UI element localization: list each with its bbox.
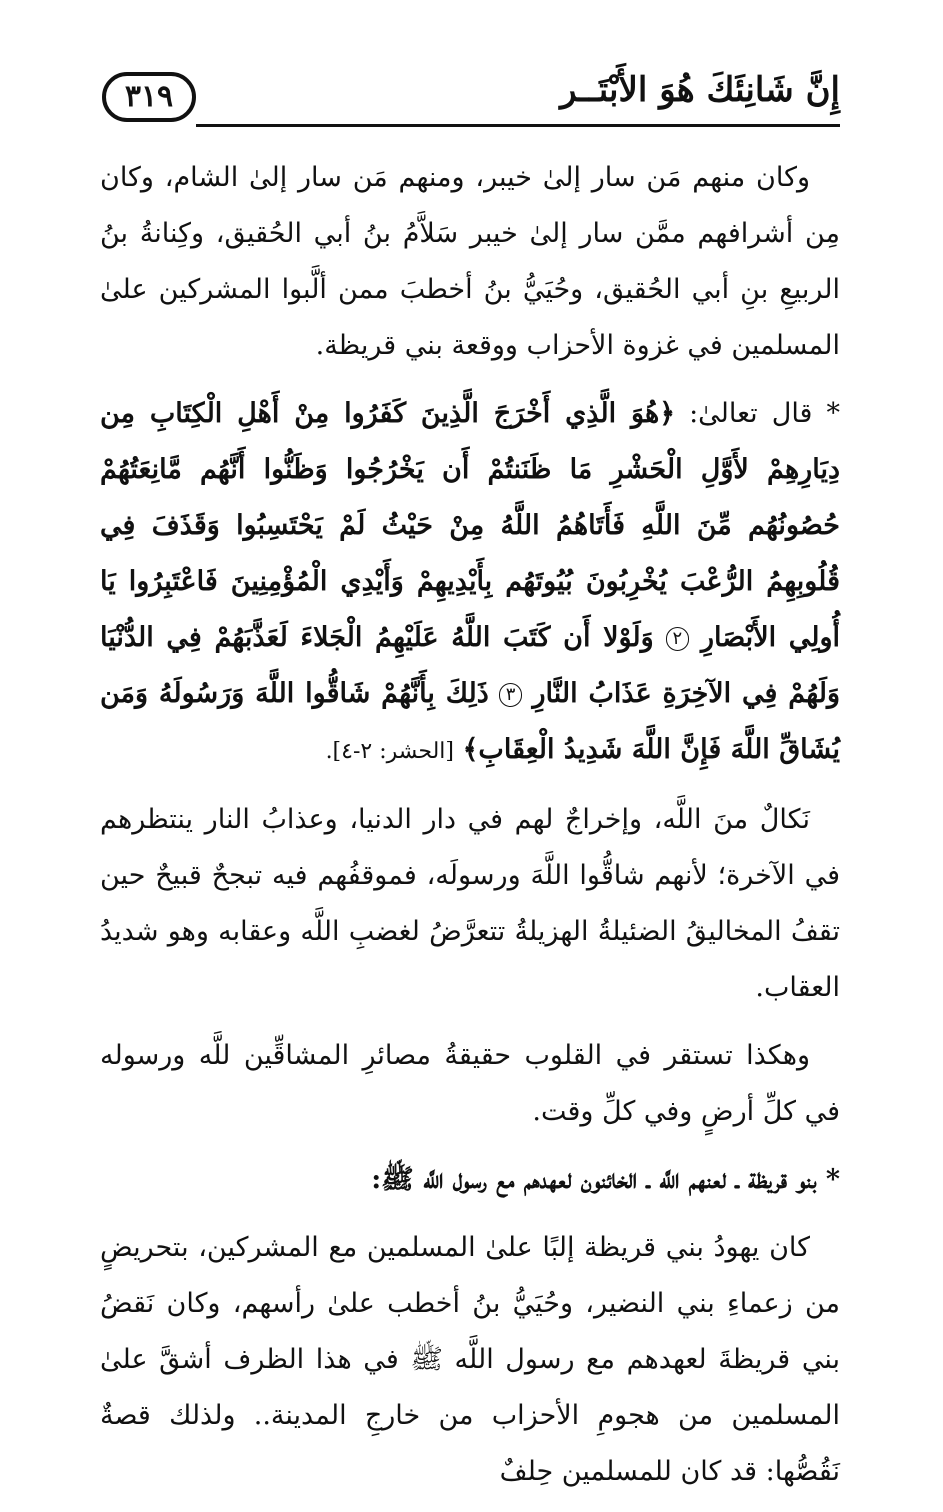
verse-number-3: ٣ [499,683,523,707]
page-header [100,60,840,140]
quote-intro: * قال تعالىٰ: [675,398,841,429]
paragraph-3: نَكالٌ منَ اللَّه، وإخراجٌ لهم في دار الدنيا، وعذابُ النار ينتظرهم في الآخرة؛ لأنهم شاقُّوا اللَّهَ ورسولَه، فموقفُهم فيه تبجحٌ قبيحٌ حين تقفُ المخاليقُ الضئيلةُ الهزيلةُ تتعرَّضُ لغضبِ اللَّه وعقابه وهو شديدُ العقاب. [100,804,840,1003]
paragraph-quran-quote [100,386,840,780]
quran-text-2: وَلَوْلا أَن كَتَبَ اللَّهُ عَلَيْهِمُ الْجَلاءَ لَعَذَّبَهُمْ فِي الدُّنْيَا وَلَهُمْ فِي الآخِرَةِ عَذَابُ النَّارِ [100,622,840,709]
page-number: ٣١٩ [102,72,196,122]
paragraph-4: وهكذا تستقر في القلوب حقيقةُ مصائرِ المشاقِّين للَّه ورسوله في كلِّ أرضٍ وفي كلِّ وقت. [100,1040,840,1127]
verse-number-2: ٢ [666,627,690,651]
quran-text-1: ﴿هُوَ الَّذِي أَخْرَجَ الَّذِينَ كَفَرُوا مِنْ أَهْلِ الْكِتَابِ مِن دِيَارِهِمْ لأَوَّلِ الْحَشْرِ مَا ظَنَنتُمْ أَن يَخْرُجُوا وَظَنُّوا أَنَّهُم مَّانِعَتُهُمْ حُصُونُهُم مِّنَ اللَّهِ فَأَتَاهُمُ اللَّهُ مِنْ حَيْثُ لَمْ يَحْتَسِبُوا وَقَذَفَ فِي قُلُوبِهِمُ الرُّعْبَ يُخْرِبُونَ بُيُوتَهُم بِأَيْدِيهِمْ وَأَيْدِي الْمُؤْمِنِينَ فَاعْتَبِرُوا يَا أُولِي الأَبْصَارِ [100,398,840,653]
quran-text-3: ذَلِكَ بِأَنَّهُمْ شَاقُّوا اللَّهَ وَرَسُولَهُ وَمَن يُشَاقِّ اللَّهَ فَإِنَّ اللَّهَ شَدِيدُ الْعِقَابِ﴾ [100,678,840,765]
running-title: إِنَّ شَانِئَكَ هُوَ الأَبْتَــر [560,70,840,110]
quran-citation: [الحشر: ٢-٤]. [325,739,455,764]
section-heading: * بنو قريظة ـ لعنهم اللَّه ـ الخائنون لعهدهم مع رسول اللَّه ﷺ: [371,1164,840,1195]
paragraph-1: وكان منهم مَن سار إلىٰ خيبر، ومنهم مَن سار إلىٰ الشام، وكان مِن أشرافهم ممَّن سار إلىٰ خيبر سَلاَّمُ بنُ أبي الحُقيق، وكِنانةُ بنُ الربيعِ بنِ أبي الحُقيق، وحُيَيُّ بنُ أخطبَ ممن ألَّبوا المشركين علىٰ المسلمين في غزوة الأحزاب ووقعة بني قريظة. [100,162,840,361]
header-rule [196,124,840,127]
paragraph-5: كان يهودُ بني قريظة إلبًا علىٰ المسلمين مع المشركين، بتحريضٍ من زعماءِ بني النضير، وحُيَيُّ بنُ أخطب علىٰ رأسهم، وكان نَقضُ بني قريظةَ لعهدهم مع رسول اللَّه ﷺ في هذا الظرف أشقَّ علىٰ المسلمين من هجومِ الأحزاب من خارجِ المدينة.. ولذلك قصةٌ نَقُصُّها: قد كان للمسلمين حِلفٌ [100,1232,840,1487]
page-body [100,150,840,1512]
